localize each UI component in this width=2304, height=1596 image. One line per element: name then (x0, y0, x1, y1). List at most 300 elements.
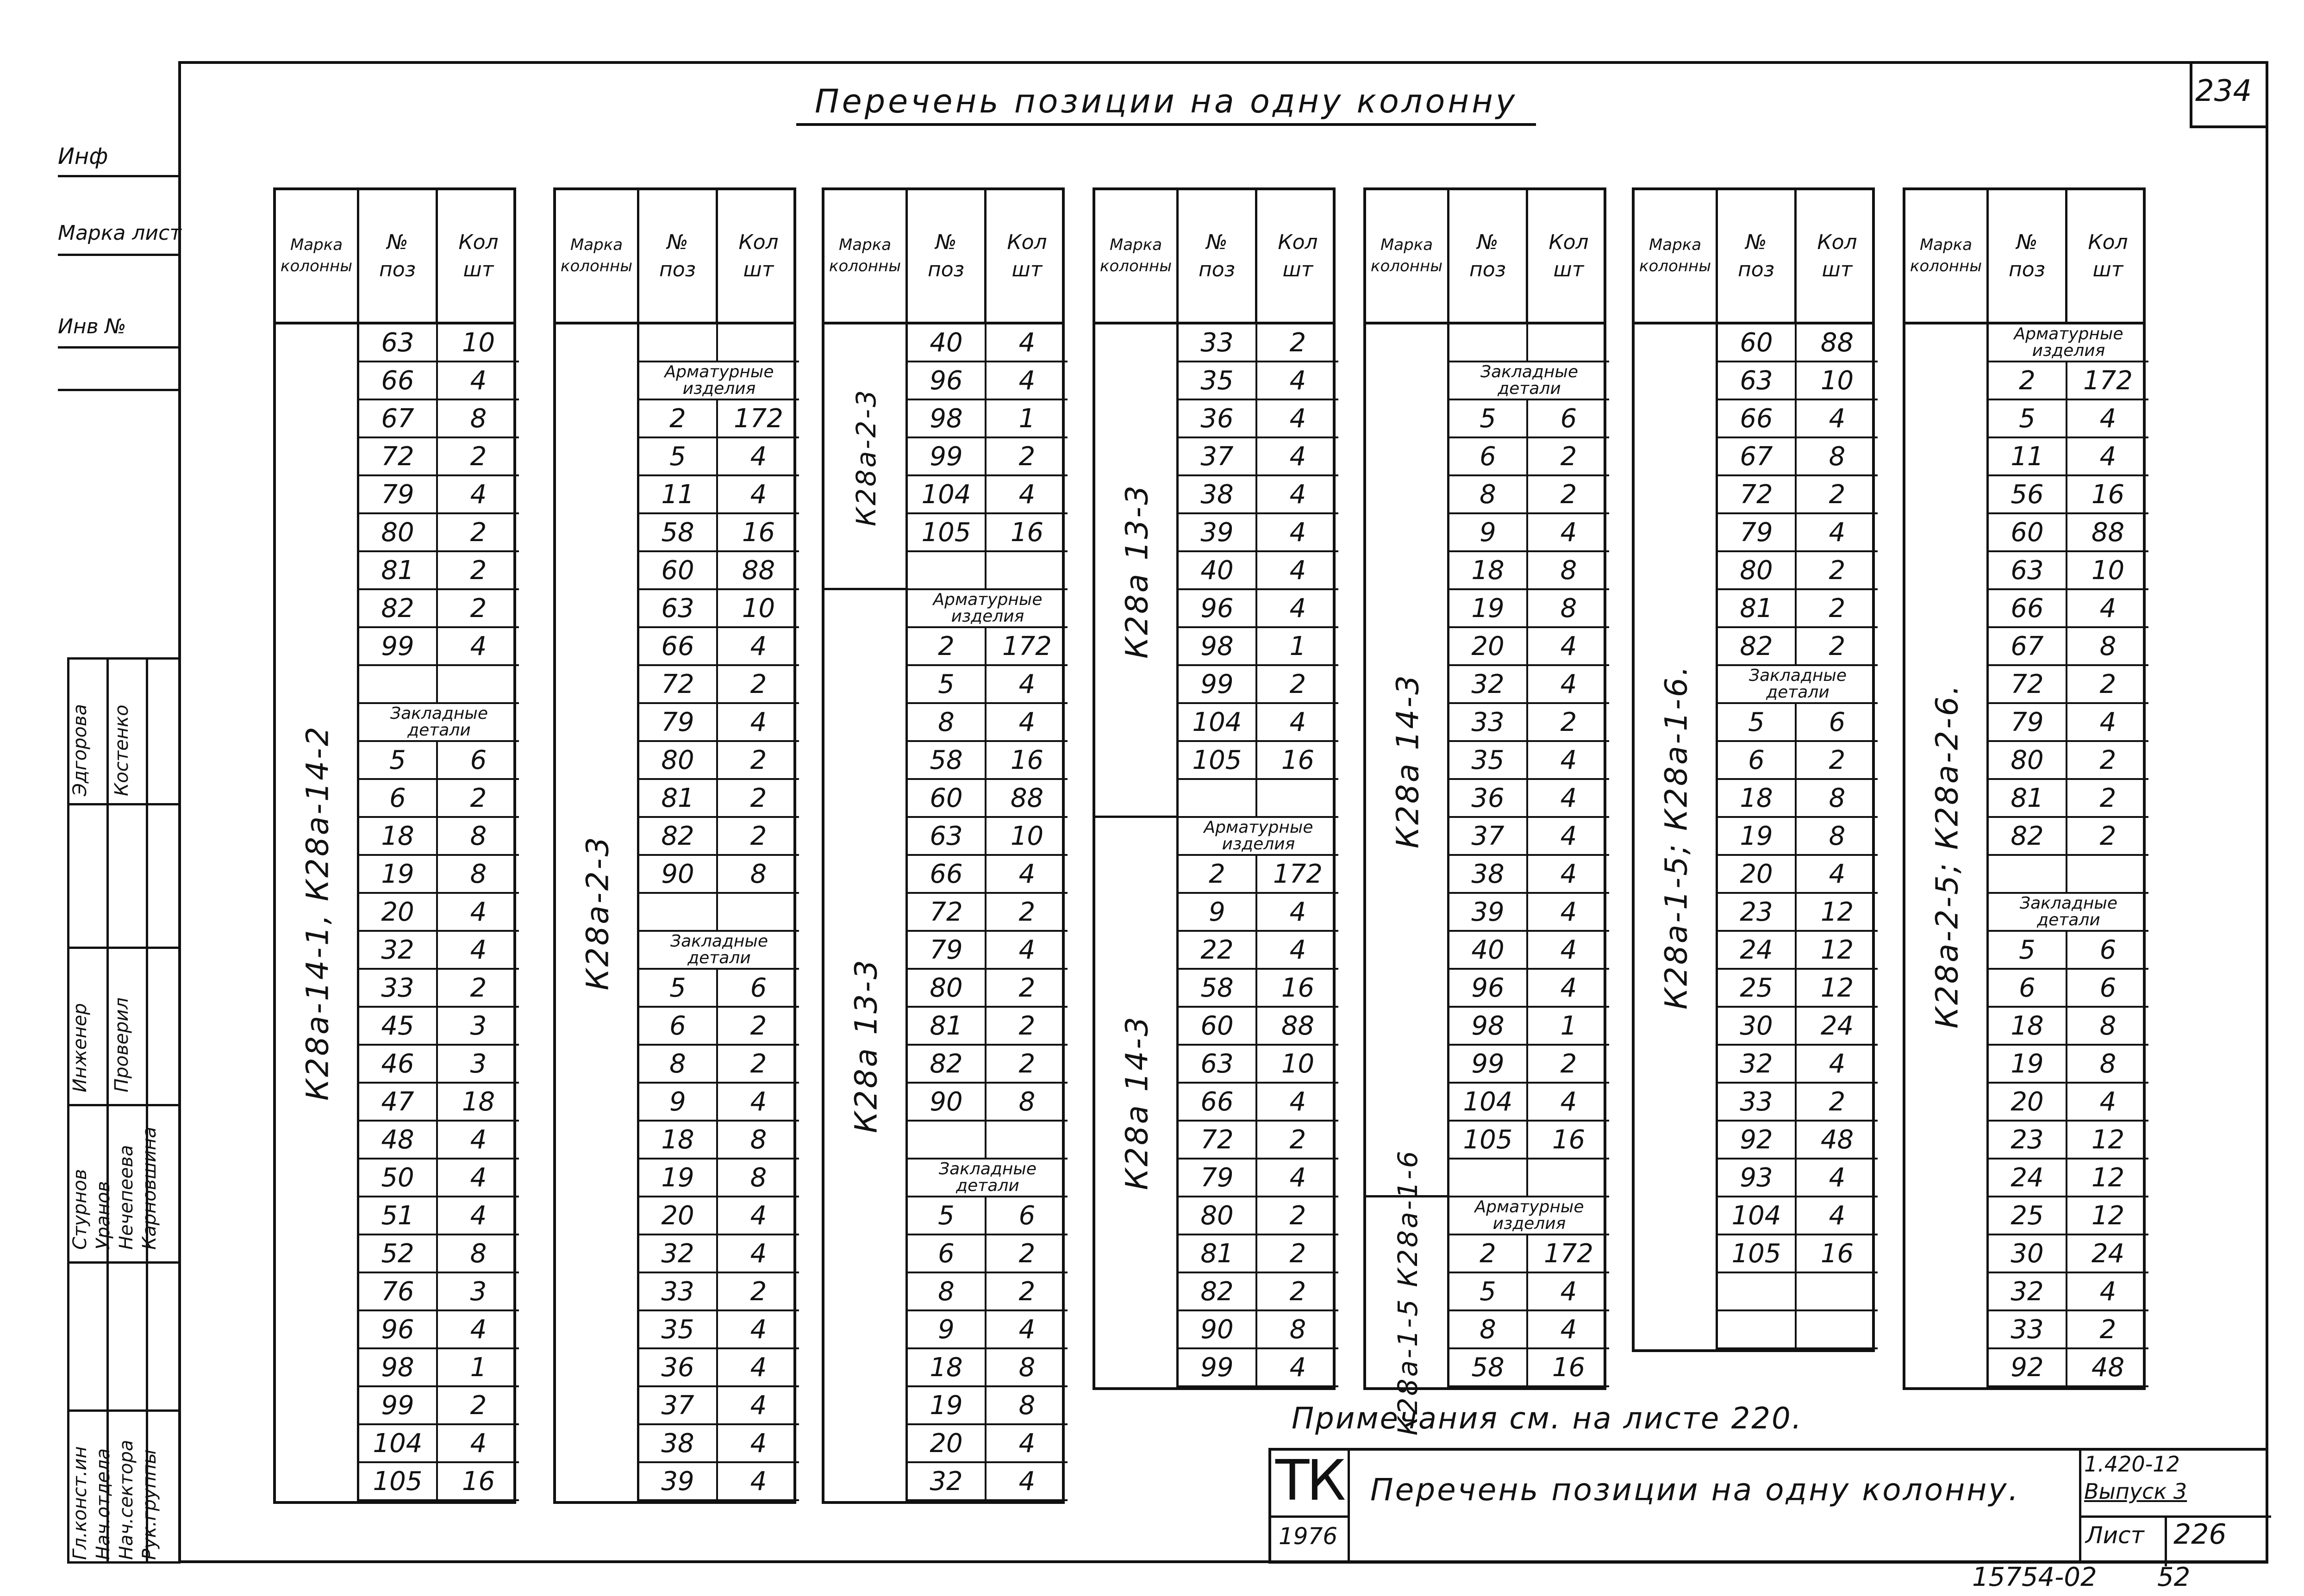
table-row (1718, 818, 1878, 856)
position-number: 63 (1179, 1046, 1257, 1082)
table-row (1449, 1008, 1609, 1046)
position-number: 72 (639, 666, 718, 702)
header-pos-line: № (667, 230, 688, 254)
position-number: 63 (908, 818, 987, 854)
table-row (359, 1160, 519, 1197)
table-row (359, 400, 519, 438)
position-number: 35 (639, 1311, 718, 1347)
position-number: 63 (639, 590, 718, 626)
sheet-label: Лист (2085, 1522, 2144, 1549)
table-row (359, 1311, 519, 1349)
table-row (359, 476, 519, 514)
quantity: 172 (1273, 859, 1323, 889)
quantity: 4 (750, 479, 767, 510)
quantity: 4 (1560, 631, 1577, 661)
position-number: 90 (1179, 1311, 1257, 1347)
header-pos-line: поз (1469, 258, 1506, 281)
quantity: 2 (1829, 1086, 1846, 1117)
table-row (359, 1235, 519, 1273)
table-row (1449, 1160, 1609, 1197)
section-heading-word: Арматурные (933, 590, 1043, 609)
position-number: 35 (1179, 362, 1257, 399)
quantity: 4 (470, 365, 487, 396)
stamp-role-4: Нач.отдела (93, 1448, 114, 1560)
quantity: 8 (750, 1162, 767, 1193)
quantity: 4 (1829, 517, 1846, 548)
position-number: 2 (908, 628, 987, 664)
table-row (908, 1235, 1068, 1273)
table-row (639, 438, 799, 476)
quantity: 10 (1281, 1048, 1315, 1079)
quantity: 4 (1560, 821, 1577, 851)
table-row (639, 1349, 799, 1387)
header-mark (276, 190, 359, 322)
quantity (718, 894, 799, 930)
position-number: 11 (1989, 438, 2067, 474)
quantity: 2 (1018, 973, 1036, 1003)
table-row (1179, 666, 1338, 704)
table-row (908, 1387, 1068, 1425)
quantity: 8 (1018, 1352, 1036, 1383)
table-row (359, 362, 519, 400)
quantity: 4 (1018, 935, 1036, 965)
header-qty (718, 190, 799, 322)
quantity: 2 (2099, 669, 2117, 699)
position-number: 72 (1989, 666, 2067, 702)
quantity: 2 (750, 669, 767, 699)
column-mark: К28а-14-1, К28а-14-2 (300, 725, 336, 1101)
header-mark (1366, 190, 1449, 322)
table-row (908, 628, 1068, 666)
quantity: 2 (1289, 1124, 1306, 1155)
table-row (1718, 552, 1878, 590)
quantity: 88 (1281, 1010, 1315, 1041)
position-number: 99 (1449, 1046, 1528, 1082)
table-row (639, 1084, 799, 1122)
column-table (1093, 187, 1336, 1390)
header-qty (438, 190, 519, 322)
quantity: 10 (1820, 365, 1854, 396)
table-row (1179, 1160, 1338, 1197)
quantity: 2 (1289, 1276, 1306, 1307)
column-mark-cell (824, 590, 908, 1501)
table-row (1718, 438, 1878, 476)
table-row (1989, 362, 2148, 400)
table-row (1989, 628, 2148, 666)
position-number: 5 (1449, 400, 1528, 436)
section-heading-word: изделия (682, 379, 756, 398)
quantity: 2 (1289, 669, 1306, 699)
quantity (987, 1122, 1068, 1158)
quantity: 10 (462, 327, 495, 358)
quantity: 4 (1289, 403, 1306, 434)
position-number (1718, 1311, 1797, 1347)
stamp-role-5: Нач.сектора (116, 1440, 137, 1560)
position-number: 18 (1449, 552, 1528, 588)
table-row (1718, 1235, 1878, 1273)
quantity: 6 (2099, 973, 2117, 1003)
table-row (1449, 438, 1609, 476)
position-number (1989, 856, 2067, 892)
position-number: 67 (359, 400, 438, 436)
table-row (1449, 666, 1609, 704)
position-number: 2 (1989, 362, 2067, 399)
quantity: 2 (1560, 479, 1577, 510)
header-qty (1257, 190, 1338, 322)
header-qty-line: Кол (1278, 230, 1318, 254)
quantity: 88 (1010, 783, 1044, 813)
table-row (1449, 742, 1609, 780)
position-number: 36 (1449, 780, 1528, 816)
quantity: 16 (1552, 1124, 1586, 1155)
table-row (1989, 1349, 2148, 1387)
table-row (1989, 818, 2148, 856)
table-row (1179, 704, 1338, 742)
quantity: 2 (470, 593, 487, 623)
position-number: 67 (1989, 628, 2067, 664)
table-row (1989, 1311, 2148, 1349)
table-row (1989, 552, 2148, 590)
position-number: 40 (1179, 552, 1257, 588)
sheet-number: 234 (2195, 74, 2252, 108)
quantity: 12 (1820, 935, 1854, 965)
table-row (1989, 1008, 2148, 1046)
table-row (1179, 438, 1338, 476)
table-row (1179, 1349, 1338, 1387)
quantity: 2 (1560, 1048, 1577, 1079)
table-row (1449, 1046, 1609, 1084)
table-row (639, 1387, 799, 1425)
stamp-role-1: Инженер (69, 1003, 91, 1092)
column-mark-cell (1635, 324, 1718, 1349)
column-mark-cell (824, 324, 908, 590)
quantity: 24 (2091, 1238, 2125, 1269)
position-number: 58 (908, 742, 987, 778)
position-number (908, 552, 987, 588)
position-number: 76 (359, 1273, 438, 1309)
header-mark-line: колонны (1910, 257, 1982, 275)
table-row (1989, 514, 2148, 552)
position-number: 46 (359, 1046, 438, 1082)
column-mark: К28а 13-3 (1119, 483, 1155, 659)
position-number: 25 (1989, 1197, 2067, 1234)
position-number: 72 (1718, 476, 1797, 512)
table-row (1718, 514, 1878, 552)
position-number: 79 (1989, 704, 2067, 740)
quantity: 16 (1820, 1238, 1854, 1269)
table-row (908, 514, 1068, 552)
header-pos-line: № (1206, 230, 1228, 254)
quantity: 1 (1018, 403, 1036, 434)
header-qty-line: шт (1822, 258, 1853, 281)
quantity: 2 (750, 745, 767, 775)
position-number: 50 (359, 1160, 438, 1196)
quantity: 6 (470, 745, 487, 775)
position-number: 60 (1989, 514, 2067, 550)
table-row (359, 1046, 519, 1084)
header-pos-line: поз (659, 258, 696, 281)
table-row (639, 1008, 799, 1046)
bottom-code: 15754-02 (1972, 1562, 2097, 1592)
header-pos (639, 190, 718, 322)
position-number: 66 (359, 362, 438, 399)
quantity: 2 (2099, 821, 2117, 851)
position-number: 98 (1179, 628, 1257, 664)
quantity (1528, 324, 1609, 361)
header-pos-line: поз (927, 258, 965, 281)
table-row (1989, 400, 2148, 438)
table-row (908, 932, 1068, 970)
header-mark (1905, 190, 1989, 322)
header-mark-line: Марка (838, 236, 892, 255)
table-row (1449, 552, 1609, 590)
header-pos-line: № (2016, 230, 2038, 254)
quantity: 2 (2099, 745, 2117, 775)
table-row (908, 552, 1068, 590)
position-number: 79 (1179, 1160, 1257, 1196)
quantity: 2 (470, 1390, 487, 1421)
header-pos (1179, 190, 1257, 322)
position-number (1179, 780, 1257, 816)
quantity: 4 (1560, 669, 1577, 699)
table-row (1179, 856, 1338, 894)
header-qty-line: шт (1012, 258, 1043, 281)
table-row (359, 1463, 519, 1501)
table-row (1718, 400, 1878, 438)
title-block-caption: Перечень позиции на одну колонну. (1370, 1472, 2020, 1508)
position-number: 96 (1449, 970, 1528, 1006)
header-pos (1989, 190, 2067, 322)
quantity: 6 (2099, 935, 2117, 965)
quantity: 2 (750, 783, 767, 813)
table-row (1718, 742, 1878, 780)
position-number: 23 (1718, 894, 1797, 930)
quantity: 2 (1829, 593, 1846, 623)
table-row (1449, 1197, 1609, 1235)
position-number: 20 (908, 1425, 987, 1461)
header-mark-line: колонны (1099, 257, 1172, 275)
table-header (556, 190, 793, 324)
table-row (1449, 362, 1609, 400)
table-row (1179, 552, 1338, 590)
position-number: 30 (1718, 1008, 1797, 1044)
quantity: 8 (750, 859, 767, 889)
position-number: 72 (359, 438, 438, 474)
position-number: 6 (639, 1008, 718, 1044)
table-row (1989, 856, 2148, 894)
header-pos (908, 190, 987, 322)
position-number: 99 (1179, 1349, 1257, 1385)
quantity: 10 (1010, 821, 1044, 851)
table-row (1179, 1273, 1338, 1311)
column-mark-cell (1366, 324, 1449, 1197)
section-heading (1718, 666, 1878, 702)
position-number: 19 (359, 856, 438, 892)
quantity: 2 (2099, 1314, 2117, 1345)
position-number (1718, 1273, 1797, 1309)
position-number: 20 (359, 894, 438, 930)
header-mark-line: Марка (570, 236, 623, 255)
position-number: 2 (1179, 856, 1257, 892)
position-number: 81 (1718, 590, 1797, 626)
section-heading (1989, 324, 2148, 361)
quantity: 4 (1829, 1200, 1846, 1231)
quantity: 4 (750, 1314, 767, 1345)
quantity: 172 (2083, 365, 2133, 396)
table-row (1179, 1084, 1338, 1122)
position-number: 79 (1718, 514, 1797, 550)
table-row (1718, 856, 1878, 894)
column-mark: К28а-2-5; К28а-2-6. (1929, 683, 1965, 1029)
quantity: 4 (470, 1314, 487, 1345)
quantity: 2 (1018, 1010, 1036, 1041)
position-number: 32 (1989, 1273, 2067, 1309)
quantity: 4 (470, 1200, 487, 1231)
position-number: 32 (1449, 666, 1528, 702)
section-heading-word: Закладные (2020, 894, 2117, 913)
quantity: 12 (1820, 973, 1854, 1003)
position-number: 33 (1989, 1311, 2067, 1347)
position-number: 60 (908, 780, 987, 816)
table-row (639, 400, 799, 438)
position-number: 92 (1989, 1349, 2067, 1385)
table-row (1179, 742, 1338, 780)
section-heading-word: изделия (1492, 1214, 1566, 1233)
table-header (1905, 190, 2143, 324)
quantity: 48 (2091, 1352, 2125, 1383)
quantity: 2 (1829, 555, 1846, 586)
position-number: 58 (1179, 970, 1257, 1006)
quantity (1528, 1160, 1609, 1196)
table-row (1449, 1235, 1609, 1273)
position-number: 93 (1718, 1160, 1797, 1196)
quantity: 4 (1018, 365, 1036, 396)
position-number: 99 (359, 1387, 438, 1423)
quantity: 2 (470, 555, 487, 586)
header-mark-line: Марка (1648, 236, 1702, 255)
bottom-page: 52 (2157, 1562, 2191, 1592)
table-row (359, 1008, 519, 1046)
column-mark: К28а 13-3 (848, 958, 884, 1134)
table-row (639, 1046, 799, 1084)
quantity: 8 (1289, 1314, 1306, 1345)
position-number (639, 894, 718, 930)
quantity: 172 (1002, 631, 1052, 661)
table-row (639, 780, 799, 818)
table-row (1718, 1122, 1878, 1160)
section-heading-word: детали (956, 1176, 1019, 1195)
position-number: 5 (908, 1197, 987, 1234)
table-row (1989, 666, 2148, 704)
quantity: 4 (750, 441, 767, 472)
position-number: 79 (908, 932, 987, 968)
quantity: 2 (470, 783, 487, 813)
quantity: 2 (1289, 327, 1306, 358)
header-qty-line: шт (463, 258, 494, 281)
quantity: 4 (2099, 1276, 2117, 1307)
quantity: 16 (1281, 745, 1315, 775)
sheet-value: 226 (2173, 1518, 2227, 1551)
position-number: 32 (908, 1463, 987, 1499)
position-number: 47 (359, 1084, 438, 1120)
quantity: 4 (750, 631, 767, 661)
position-number: 58 (639, 514, 718, 550)
margin-label-inf: Инф (58, 143, 108, 169)
position-number: 79 (639, 704, 718, 740)
table-row (359, 780, 519, 818)
table-row (1989, 1273, 2148, 1311)
position-number: 82 (908, 1046, 987, 1082)
table-row (908, 1463, 1068, 1501)
quantity: 10 (2091, 555, 2125, 586)
table-row (1718, 1160, 1878, 1197)
column-table (1903, 187, 2146, 1390)
header-mark-line: Марка (1380, 236, 1433, 255)
table-row (359, 552, 519, 590)
header-pos (359, 190, 438, 322)
stamp-name-5: Нечепеева (116, 1145, 137, 1250)
header-qty-line: Кол (1548, 230, 1589, 254)
quantity: 4 (1289, 1086, 1306, 1117)
quantity: 4 (750, 1390, 767, 1421)
quantity: 4 (1018, 479, 1036, 510)
position-number: 20 (1718, 856, 1797, 892)
header-qty-line: шт (1282, 258, 1313, 281)
position-number: 52 (359, 1235, 438, 1272)
table-header (276, 190, 513, 324)
stamp-name-1: Эдгорова (69, 704, 91, 796)
quantity: 4 (1289, 1162, 1306, 1193)
table-row (639, 324, 799, 362)
table-row (359, 590, 519, 628)
margin-label-inv: Инв № (58, 315, 126, 338)
position-number (908, 1122, 987, 1158)
column-mark-cell (276, 324, 359, 1501)
position-number: 66 (1989, 590, 2067, 626)
quantity: 16 (1010, 517, 1044, 548)
position-number: 82 (1179, 1273, 1257, 1309)
position-number: 18 (359, 818, 438, 854)
position-number: 105 (359, 1463, 438, 1499)
quantity: 12 (2091, 1124, 2125, 1155)
position-number: 72 (908, 894, 987, 930)
quantity: 4 (1289, 441, 1306, 472)
table-row (1449, 818, 1609, 856)
table-row (359, 666, 519, 704)
position-number: 82 (359, 590, 438, 626)
position-number: 20 (1989, 1084, 2067, 1120)
quantity: 4 (1289, 707, 1306, 737)
section-heading-word: Арматурные (2014, 324, 2123, 343)
position-number: 104 (359, 1425, 438, 1461)
table-row (1718, 324, 1878, 362)
position-number: 98 (359, 1349, 438, 1385)
position-number: 60 (639, 552, 718, 588)
table-row (1179, 590, 1338, 628)
column-mark: К28а-2-3 (850, 388, 882, 527)
position-number: 104 (1718, 1197, 1797, 1234)
position-number: 37 (639, 1387, 718, 1423)
table-row (639, 1235, 799, 1273)
table-row (639, 894, 799, 932)
position-number: 32 (639, 1235, 718, 1272)
quantity: 4 (1018, 1466, 1036, 1496)
margin-label-mark-sheet: Марка лист (58, 221, 181, 245)
table-row (1718, 1311, 1878, 1349)
quantity: 4 (470, 479, 487, 510)
quantity: 4 (470, 1162, 487, 1193)
table-row (1449, 780, 1609, 818)
